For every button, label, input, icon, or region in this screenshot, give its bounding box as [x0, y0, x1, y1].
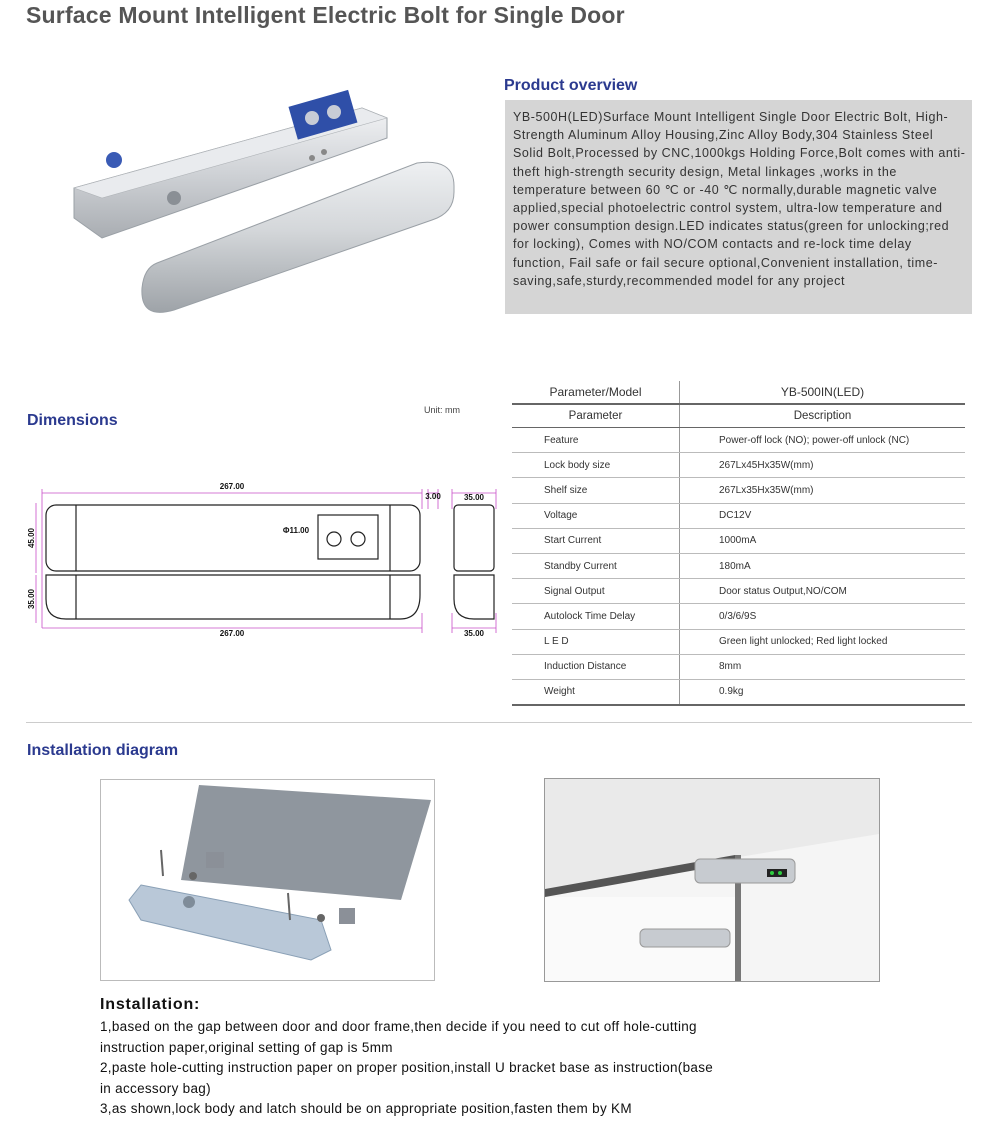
subheader-description: Description	[680, 404, 966, 428]
unit-label: Unit: mm	[424, 405, 460, 415]
dim-height-top: 45.00	[27, 527, 36, 549]
table-row	[512, 478, 965, 503]
table-row	[512, 579, 965, 604]
table-row	[512, 453, 965, 478]
table-cell-parameter: Signal Output	[512, 579, 680, 604]
table-cell-parameter: Shelf size	[512, 478, 680, 503]
table-header-row	[512, 381, 965, 404]
installation-diagram-left	[100, 779, 435, 981]
installation-step-2: 2,paste hole-cutting instruction paper on proper position,install U bracket base as instruction(base in accessory bag)	[100, 1060, 714, 1096]
table-row	[512, 428, 965, 453]
table-row	[512, 528, 965, 553]
dim-length-top: 267.00	[219, 482, 245, 491]
installation-step-1: 1,based on the gap between door and door frame,then decide if you need to cut off hole-cutting instruction paper,original setting of gap is 5mm	[100, 1019, 697, 1055]
table-cell-parameter: L E D	[512, 629, 680, 654]
table-cell-description: 0/3/6/9S	[680, 604, 966, 629]
dim-side-width-bottom: 35.00	[463, 629, 485, 638]
table-cell-description: DC12V	[680, 503, 966, 528]
table-cell-description: 267Lx45Hx35W(mm)	[680, 453, 966, 478]
table-row	[512, 629, 965, 654]
table-cell-description: Power-off lock (NO); power-off unlock (NC)	[680, 428, 966, 453]
table-cell-description: 180mA	[680, 553, 966, 578]
table-row	[512, 679, 965, 705]
dim-height-bottom: 35.00	[27, 588, 36, 610]
table-row	[512, 553, 965, 578]
dimensions-heading: Dimensions	[27, 412, 118, 429]
table-row	[512, 604, 965, 629]
parameter-table	[512, 381, 965, 706]
table-cell-parameter: Feature	[512, 428, 680, 453]
page-title: Surface Mount Intelligent Electric Bolt for Single Door	[26, 2, 625, 28]
section-divider	[26, 722, 972, 723]
table-cell-parameter: Induction Distance	[512, 654, 680, 679]
table-cell-description: 0.9kg	[680, 679, 966, 705]
table-cell-parameter: Start Current	[512, 528, 680, 553]
table-cell-description: 8mm	[680, 654, 966, 679]
subheader-parameter: Parameter	[512, 404, 680, 428]
dim-length-bottom: 267.00	[219, 629, 245, 638]
table-cell-parameter: Weight	[512, 679, 680, 705]
table-row	[512, 654, 965, 679]
header-model: YB-500IN(LED)	[680, 381, 966, 404]
table-cell-description: Door status Output,NO/COM	[680, 579, 966, 604]
table-cell-parameter: Autolock Time Delay	[512, 604, 680, 629]
header-parameter-model: Parameter/Model	[512, 381, 680, 404]
table-subheader-row	[512, 404, 965, 428]
table-cell-description: Green light unlocked; Red light locked	[680, 629, 966, 654]
installation-heading: Installation:	[100, 996, 201, 1013]
overview-heading: Product overview	[504, 77, 638, 94]
table-cell-parameter: Voltage	[512, 503, 680, 528]
dim-hole: Φ11.00	[282, 526, 310, 535]
table-row	[512, 503, 965, 528]
table-cell-description: 1000mA	[680, 528, 966, 553]
installation-diagram-right	[544, 778, 880, 982]
dim-side-width-top: 35.00	[463, 493, 485, 502]
installation-diagram-heading: Installation diagram	[27, 742, 179, 759]
product-image	[62, 88, 472, 318]
overview-text: YB-500H(LED)Surface Mount Intelligent Single Door Electric Bolt, High-Strength Aluminum Alloy Housing,Zinc Alloy Body,304 Stainless Steel Solid Bolt,Processed by CNC,1000kgs Holding Force,Bolt comes with anti-theft high-strength security design, Metal linkages ,works in the temperature between 60 ℃ or -40 ℃ normally,durable magnetic valve applied,special photoelectric control system, ultra-low temperature and power consumption design.LED indicates status(green for unlocking;red for locking), Comes with NO/COM contacts and re-lock time delay function, Fail safe or fail secure optional,Convenient installation, time-saving,safe,sturdy,recommended model for any project	[513, 110, 966, 288]
overview-box	[505, 100, 972, 314]
dimension-drawing	[28, 483, 498, 643]
table-cell-parameter: Standby Current	[512, 553, 680, 578]
table-cell-description: 267Lx35Hx35W(mm)	[680, 478, 966, 503]
table-cell-parameter: Lock body size	[512, 453, 680, 478]
installation-step-3: 3,as shown,lock body and latch should be on appropriate position,fasten them by KM	[100, 1101, 632, 1116]
dim-gap: 3.00	[425, 492, 441, 501]
